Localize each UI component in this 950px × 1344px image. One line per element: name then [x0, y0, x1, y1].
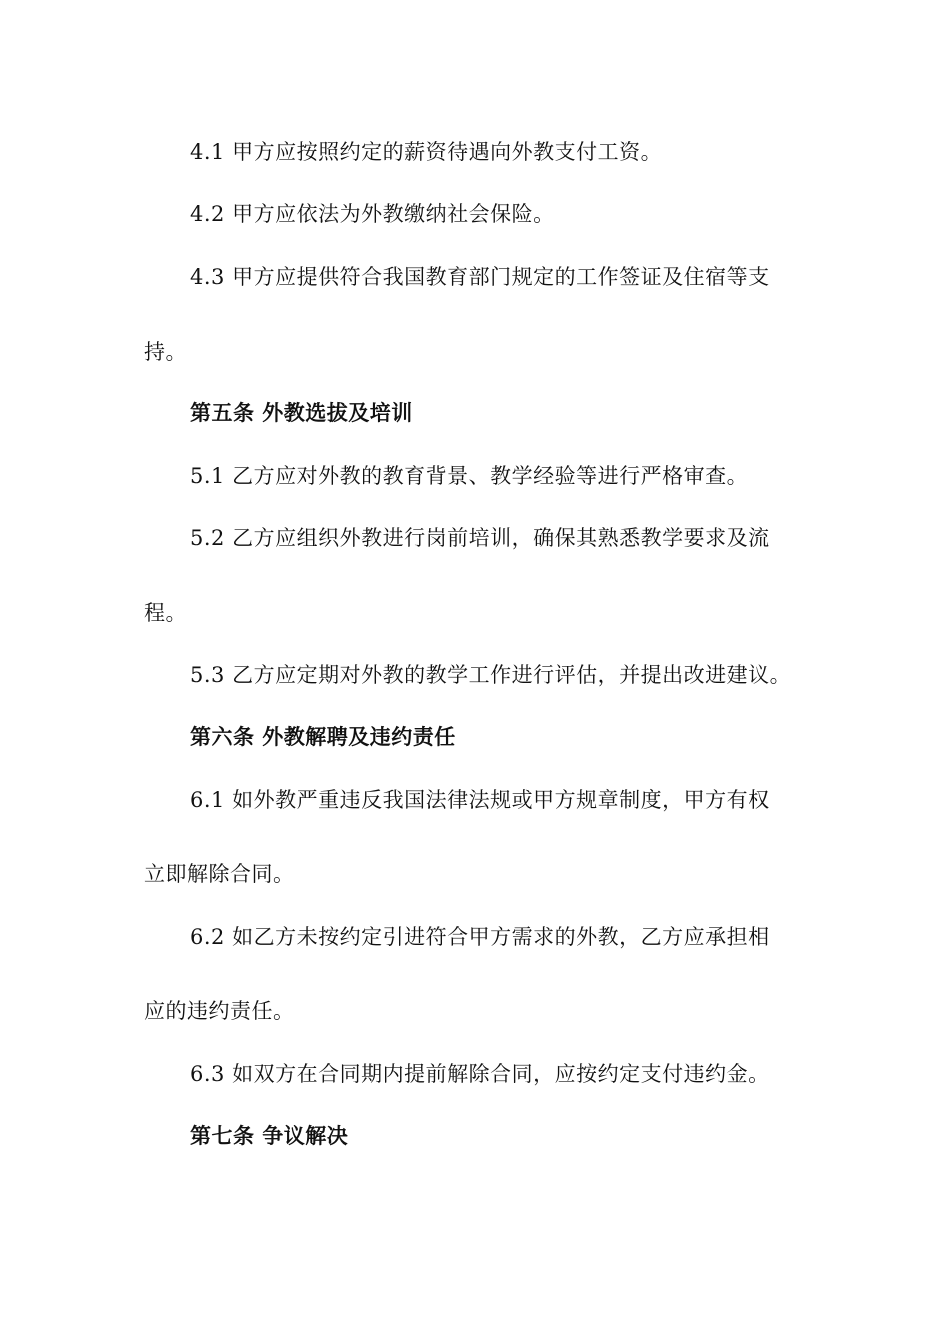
clause-6-1-continuation: 立即解除合同。 [144, 862, 295, 886]
clause-5-2-continuation: 程。 [144, 601, 187, 625]
clause-4-2: 4.2 甲方应依法为外教缴纳社会保险。 [190, 202, 555, 226]
article-7-heading: 第七条 争议解决 [190, 1123, 349, 1148]
clause-4-3-continuation: 持。 [144, 340, 187, 364]
clause-5-1: 5.1 乙方应对外教的教育背景、教学经验等进行严格审查。 [190, 464, 749, 488]
article-6-heading: 第六条 外教解聘及违约责任 [190, 724, 456, 749]
clause-6-2: 6.2 如乙方未按约定引进符合甲方需求的外教，乙方应承担相 [190, 925, 770, 949]
clause-6-2-continuation: 应的违约责任。 [144, 999, 295, 1023]
clause-4-3: 4.3 甲方应提供符合我国教育部门规定的工作签证及住宿等支 [190, 265, 770, 289]
clause-6-3: 6.3 如双方在合同期内提前解除合同，应按约定支付违约金。 [190, 1062, 770, 1086]
clause-6-1: 6.1 如外教严重违反我国法律法规或甲方规章制度，甲方有权 [190, 788, 770, 812]
article-5-heading: 第五条 外教选拔及培训 [190, 400, 413, 425]
clause-4-1: 4.1 甲方应按照约定的薪资待遇向外教支付工资。 [190, 140, 663, 164]
clause-5-3: 5.3 乙方应定期对外教的教学工作进行评估，并提出改进建议。 [190, 663, 792, 687]
clause-5-2: 5.2 乙方应组织外教进行岗前培训，确保其熟悉教学要求及流 [190, 526, 770, 550]
